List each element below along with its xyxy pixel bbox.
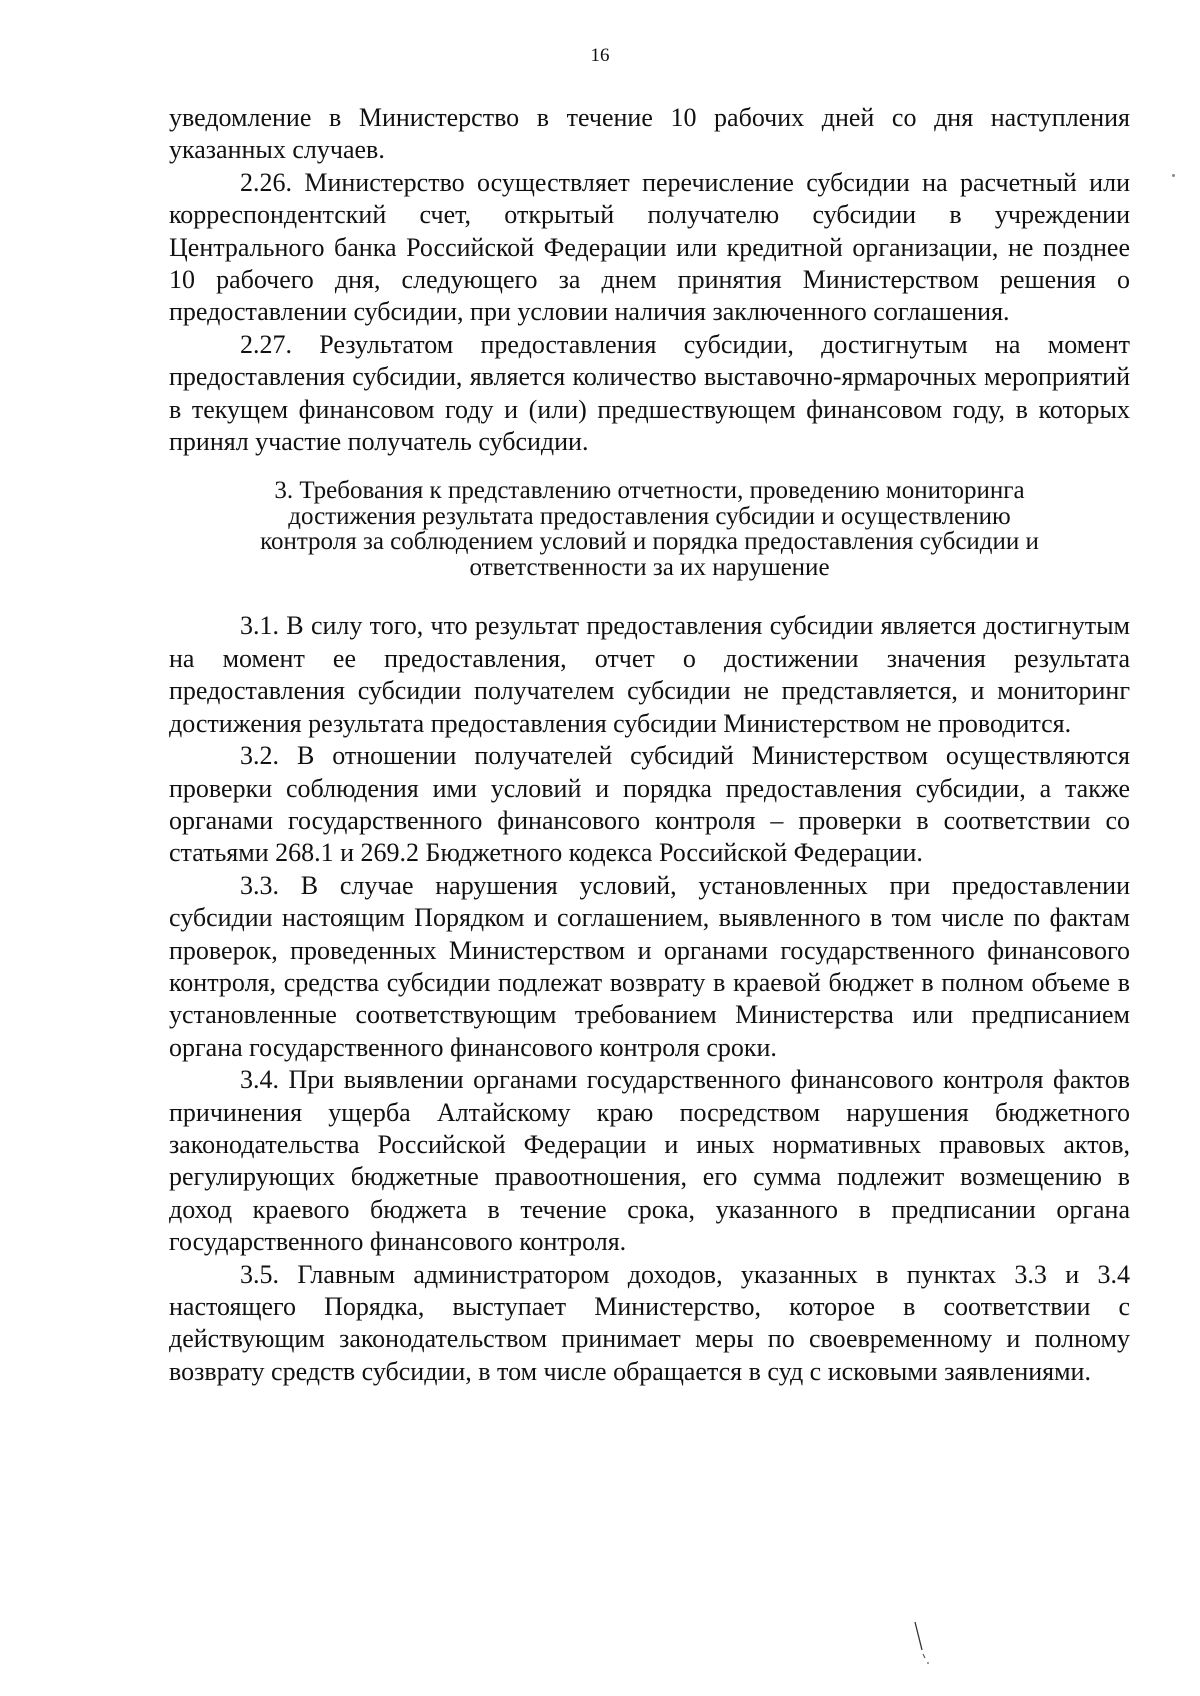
section-3-heading: 3. Требования к представлению отчетности, проведению мониторинга достижения результата предоставления субсидии и осуществлению контроля за соблюдением условий и порядка предоставления субсидии и ответственности за их нарушение: [260, 477, 1039, 581]
clause-3-3: 3.3. В случае нарушения условий, установленных при предоставлении субсидии настоящим Порядком и соглашением, выявленного в том числе по фактам проверок, проведенных Министерством и органами государственного финансового контроля, средства субсидии подлежат возврату в краевой бюджет в полном объеме в установленные соответствующим требованием Министерства или предписанием органа государственного финансового контроля сроки.: [169, 870, 1130, 1062]
pen-mark: [912, 1620, 932, 1666]
clause-3-5: 3.5. Главным администратором доходов, указанных в пунктах 3.3 и 3.4 настоящего Порядка, выступает Министерство, которое в соответствии с действующим законодательством принимает меры по своевременному и полному возврату средств субсидии, в том числе обращается в суд с исковыми заявлениями.: [169, 1259, 1130, 1386]
clause-3-4: 3.4. При выявлении органами государственного финансового контроля фактов причинения ущерба Алтайскому краю посредством нарушения бюджетного законодательства Российской Федерации и иных нормативных правовых актов, регулирующих бюджетные правоотношения, его сумма подлежит возмещению в доход краевого бюджета в течение срока, указанного в предписании органа государственного финансового контроля.: [169, 1065, 1130, 1257]
clause-3-1: 3.1. В силу того, что результат предоставления субсидии является достигнутым на момент ее предоставления, отчет о достижении значения результата предоставления субсидии получателем субсидии не представляется, и мониторинг достижения результата предоставления субсидии Министерством не проводится.: [169, 611, 1130, 738]
clause-3-2: 3.2. В отношении получателей субсидий Министерством осуществляются проверки соблюдения ими условий и порядка предоставления субсидии, а также органами государственного финансового контроля – проверки в соответствии со статьями 268.1 и 269.2 Бюджетного кодекса Российской Федерации.: [169, 741, 1130, 868]
scan-speck: [1172, 174, 1175, 177]
paragraph-continuation: уведомление в Министерство в течение 10 рабочих дней со дня наступления указанных случаев.: [169, 103, 1130, 165]
clause-2-27: 2.27. Результатом предоставления субсидии, достигнутым на момент предоставления субсидии, является количество выставочно-ярмарочных мероприятий в текущем финансовом году и (или) предшествующем финансовом году, в которых принял участие получатель субсидии.: [169, 329, 1130, 457]
clause-2-26: 2.26. Министерство осуществляет перечисление субсидии на расчетный или корреспондентский счет, открытый получателю субсидии в учреждении Центрального банка Российской Федерации или кредитной организации, не позднее 10 рабочего дня, следующего за днем принятия Министерством решения о предоставлении субсидии, при условии наличия заключенного соглашения.: [169, 167, 1130, 327]
page-number: 16: [590, 45, 610, 66]
document-body: [169, 102, 1130, 1388]
